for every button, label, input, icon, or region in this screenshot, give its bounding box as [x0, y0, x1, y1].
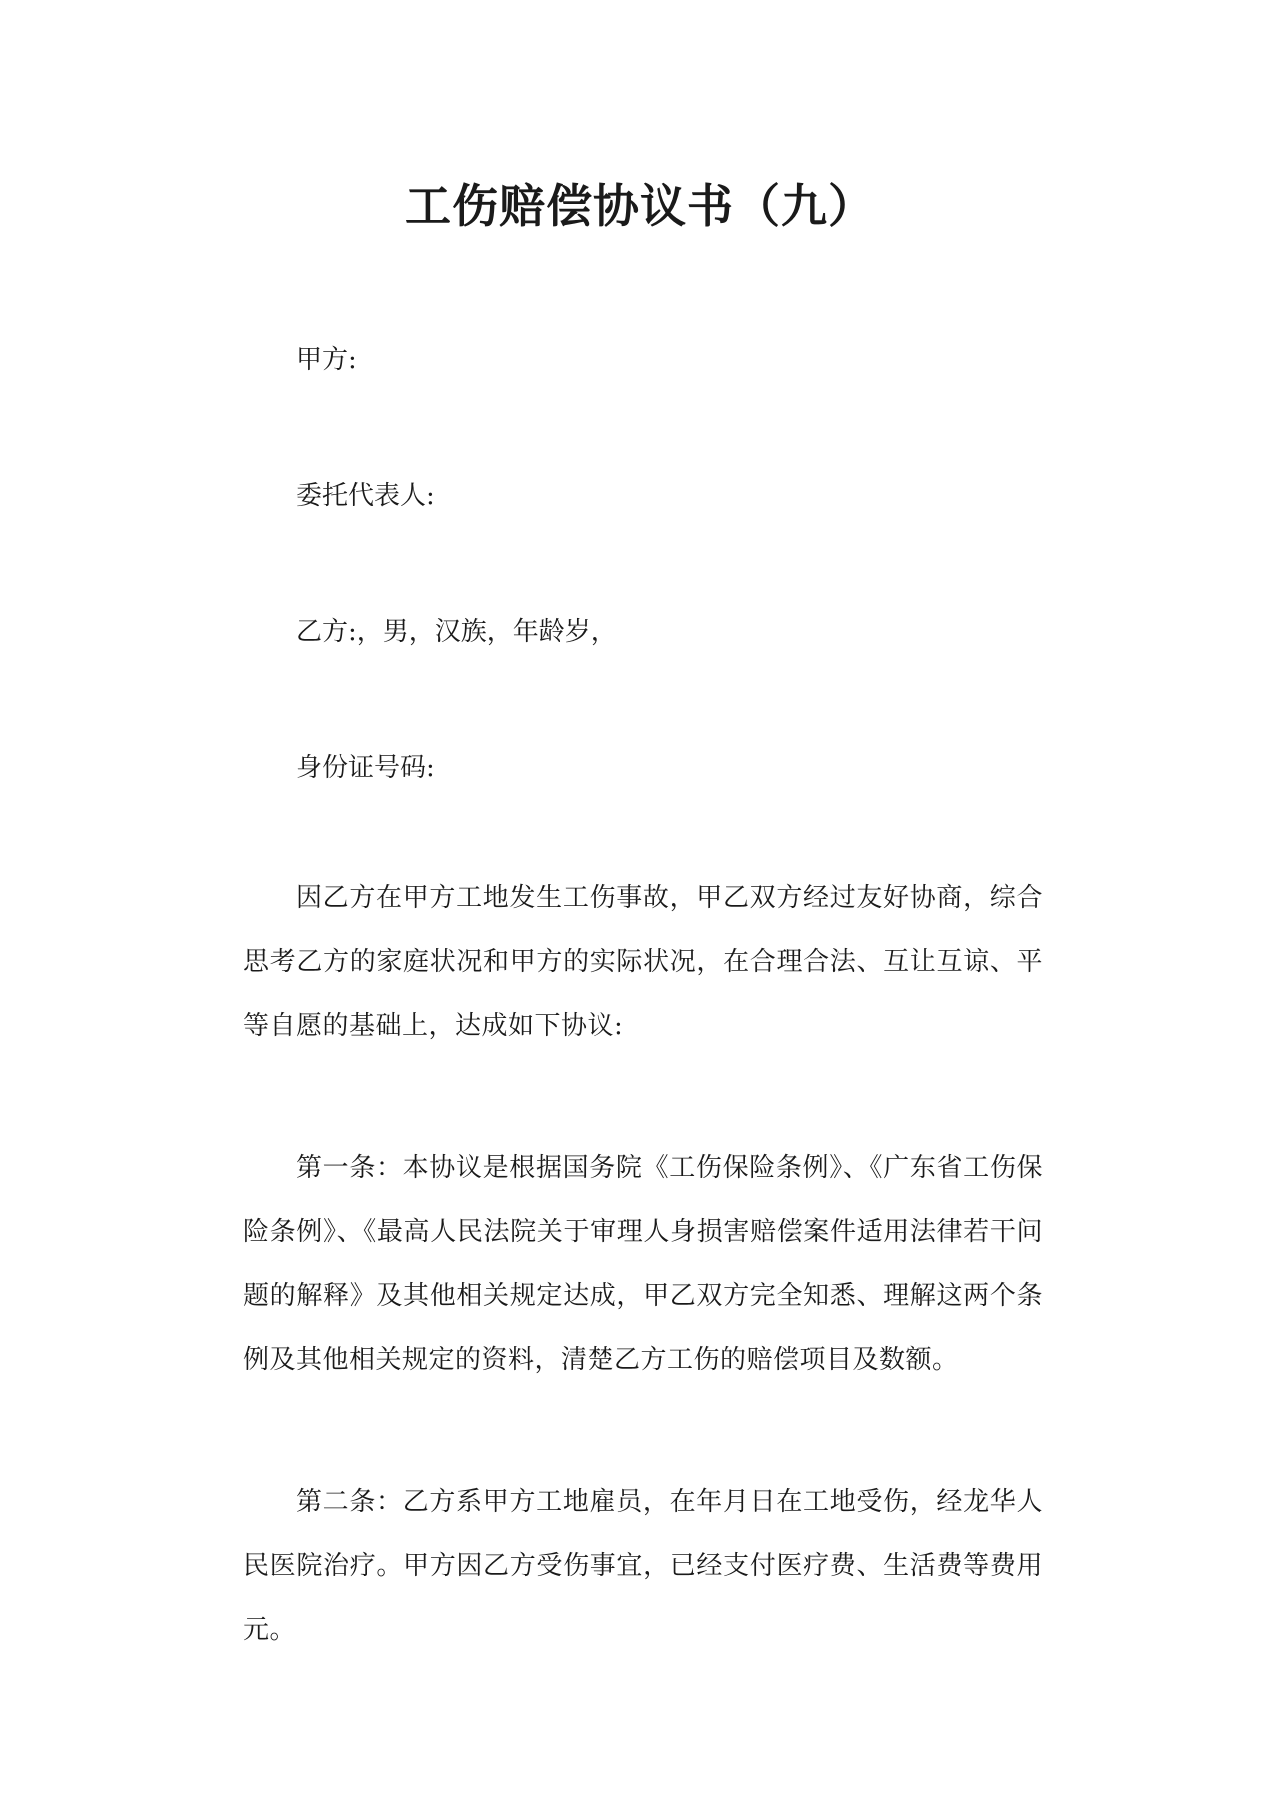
- paragraph-intro: 因乙方在甲方工地发生工伤事故，甲乙双方经过友好协商，综合思考乙方的家庭状况和甲方的实际状况，在合理合法、互让互谅、平等自愿的基础上，达成如下协议:: [243, 883, 1043, 1041]
- representative-field: 委托代表人:: [296, 481, 435, 511]
- id-number-field: 身份证号码:: [296, 753, 435, 783]
- paragraph-article-1: 第一条：本协议是根据国务院《工伤保险条例》、《广东省工伤保险条例》、《最高人民法院关于审理人身损害赔偿案件适用法律若干问题的解释》及其他相关规定达成，甲乙双方完全知悉、理解这两个条例及其他相关规定的资料，清楚乙方工伤的赔偿项目及数额。: [243, 1153, 1043, 1375]
- party-b-field: 乙方:，男，汉族，年龄岁，: [296, 617, 617, 647]
- document-title: 工伤赔偿协议书（九）: [405, 179, 875, 233]
- paragraph-article-2: 第二条：乙方系甲方工地雇员，在年月日在工地受伤，经龙华人民医院治疗。甲方因乙方受伤事宜，已经支付医疗费、生活费等费用元。: [243, 1487, 1043, 1645]
- party-a-field: 甲方:: [296, 345, 357, 375]
